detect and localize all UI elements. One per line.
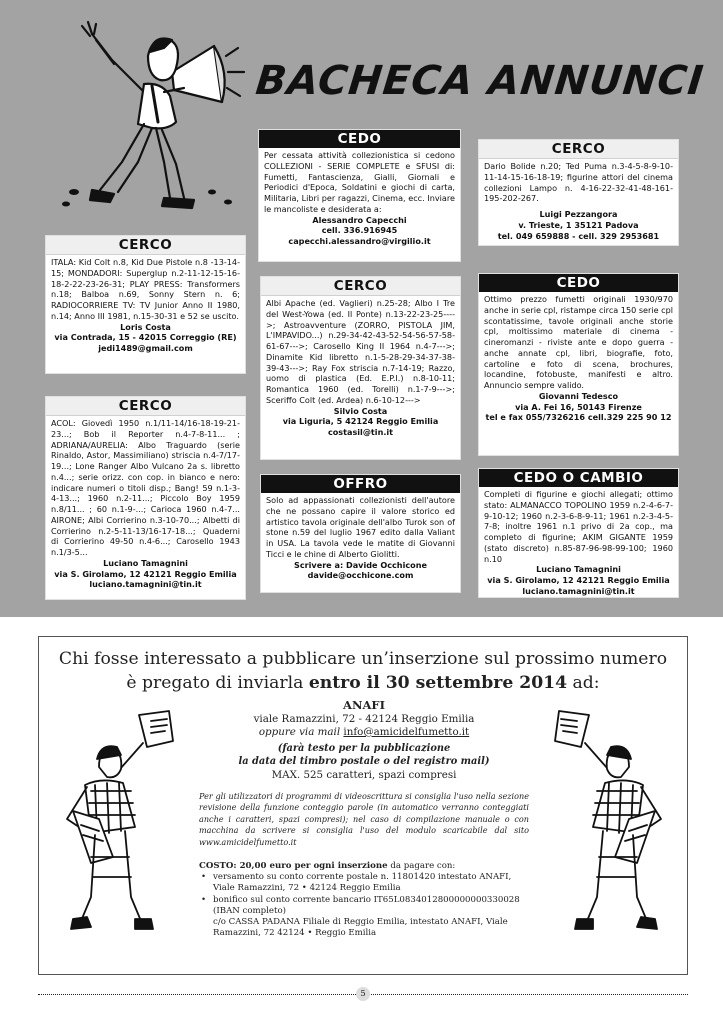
ad-contact-name: Loris Costa: [120, 321, 171, 332]
ad-contact-address: via Liguria, 5 42124 Reggio Emilia: [282, 416, 439, 427]
ad-contact-name: Alessandro Capecchi: [312, 214, 407, 225]
payment-bank-line1: bonifico sul conto corrente bancario IT65L0834012800000000330028: [213, 894, 520, 905]
payment-postal-line1: versamento su conto corrente postale n. 11801420 intestato ANAFI,: [213, 872, 512, 883]
ad-contact-email: davide@occhicone.com: [307, 570, 414, 581]
payment-bank-line2: (IBAN completo): [213, 905, 286, 916]
payment-bank-line3: c/o CASSA PADANA Filiale di Reggio Emilia, intestato ANAFI, Viale: [213, 917, 508, 928]
ad-offro-turok: [260, 474, 461, 593]
payment-option-bank: • bonifico sul conto corrente bancario IT65L0834012800000000330028: [201, 894, 520, 905]
ad-contact-email: capecchi.alessandro@virgilio.it: [288, 236, 431, 246]
ad-label: CERCO: [261, 277, 460, 296]
notice-instructions: Per gli utilizzatori di programmi di videoscrittura si consiglia l'uso nella sezione revisione della funzione conteggio parole (in automatico verranno conteggiati anche i caratteri, spazi compresi); nel caso di compilazione manuale o con macchina da scrivere si consiglia l'uso del modulo scaricabile dal sito www.amicidelfumetto.it: [199, 791, 529, 847]
ad-contact-phone: tel e fax 055/7326216 cell.329 225 90 12: [485, 412, 672, 423]
page-title: BACHECA ANNUNCI: [253, 58, 707, 104]
ad-contact-name: Silvio Costa: [333, 405, 388, 416]
ad-cerco-bolide: [478, 139, 679, 246]
notice-payment: [199, 861, 534, 939]
ad-label: CEDO O CAMBIO: [479, 469, 678, 487]
notice-cost-rest: da pagare con:: [387, 861, 456, 871]
submission-notice: [38, 636, 688, 975]
payment-postal-line2: Viale Ramazzini, 72 • 42124 Reggio Emilia: [213, 883, 401, 894]
ad-contact-phone: tel. 049 659888 - cell. 329 2953681: [497, 230, 660, 241]
ad-contact-email: luciano.tamagnini@tin.it: [522, 585, 635, 596]
notice-line2-pre: è pregato di inviarla: [126, 673, 309, 693]
notice-note2: la data del timbro postale o del registro mail): [238, 756, 490, 767]
ad-contact-address: via S. Girolamo, 12 42121 Reggio Emilia: [54, 568, 237, 579]
ad-contact-email: jedi1489@gmail.com: [98, 343, 193, 353]
newspaper-seller-left-illustration: [51, 707, 176, 942]
notice-max-chars: MAX. 525 caratteri, spazi compresi: [271, 769, 457, 781]
page-footer: [38, 988, 688, 1000]
ad-contact-name: Luigi Pezzangora: [539, 209, 618, 219]
ad-cerco-apache: [260, 276, 461, 460]
ad-body: Completi di figurine e giochi allegati; ottimo stato: ALMANACCO TOPOLINO 1959 n.2-4-6-7-9-10-12; 1960 n.2-3-6-8-9-11; 1961 n.2-3-4-5-7-8; inoltre 1961 n.1 privo di 2a cop., ma completo di figurine; AKIM GIGANTE 1959 (stato discreto) n.85-87-96-98-99-100; 1960 n.10: [484, 489, 673, 564]
ad-body: ITALA: Kid Colt n.8, Kid Due Pistole n.8 -13-14-15; MONDADORI: Superglup n.2-11-12-15-16-18-2-22-23-26-31; PLAY PRESS: Transformers n.18; Balboa n.69, Sonny Stern n. 6; RADIOCORRIERE TV: TV Junior Anno II 1980, n.14; Anno III 1981, n.15-30-31 e 52 se uscito.: [51, 257, 240, 321]
ad-body: Dario Bolide n.20; Ted Puma n.3-4-5-8-9-10-11-14-15-16-18-19; figurine attori del cinema collezioni Lampo n. 4-16-22-32-41-48-161-195-202-267.: [484, 161, 673, 204]
ad-contact-email: costasil@tin.it: [327, 427, 394, 437]
ad-cerco-acol: [45, 396, 246, 600]
ad-contact-address: via S. Girolamo, 12 42121 Reggio Emilia: [487, 575, 670, 585]
ad-body: Solo ad appassionati collezionisti dell'autore che ne possano capire il valore storico ed artistico tavola originale dell'albo Turok son of stone n.59 del luglio 1967 edito dalla Valiant in USA. La tavola vede le matite di Giovanni Ticci e le chine di Alberto Giolitti.: [266, 495, 455, 559]
ad-label: CEDO: [259, 130, 460, 148]
ad-body: Per cessata attività collezionistica si cedono COLLEZIONI - SERIE COMPLETE e SFUSI di: Fumetti, Fantascienza, Gialli, Giornali e Periodici d'Epoca, Soldatini e giochi di carta, Militaria, Libri per ragazzi, Cinema, ecc. Inviare le mancoliste e desiderata a:: [264, 150, 455, 214]
notice-note1: (farà testo per la pubblicazione: [277, 743, 451, 754]
ad-cedo-o-cambio: [478, 468, 679, 598]
ad-contact-name: Luciano Tamagnini: [536, 564, 621, 575]
ad-contact-address: via A. Fei 16, 50143 Firenze: [515, 401, 642, 412]
ad-contact-address: v. Trieste, 1 35121 Padova: [518, 219, 639, 230]
ad-body: ACOL: Giovedì 1950 n.1/11-14/16-18-19-21-23...; Bob il Reporter n.4-7-8-11... ; ADRIANA/AURELIA: Albo Traguardo (serie Rinaldo, Astor, Massimiliano) striscia n.4-7/17-19...; Lone Ranger Albo Vulcano 2a s. libretto n.4...; serie orizz. con cop. in bianco e nero: indicare numeri o titoli disp.; Bang! 59 n.1-3-4-13...; 1960 n.2-11...; Piccolo Boy 1959 n.8/11... ; 60 n.1-9-...; Carioca 1960 n.4-7... AIRONE; Albi Corrierino n.3-10-70...; Albetti di Corrierino n.2-5-11-13/16-17-18...; Quaderni di Corrierino 49-50 n.4-6...; Carosello 1943 n.1/3-5...: [51, 418, 240, 557]
ad-label: CEDO: [479, 274, 678, 292]
payment-bank-line4: Ramazzini, 72 42124 • Reggio Emilia: [213, 928, 377, 939]
notice-line2: [39, 671, 687, 695]
notice-email-link[interactable]: info@amicidelfumetto.it: [343, 726, 470, 738]
notice-email-pre: oppure via mail: [258, 726, 344, 738]
notice-email-line: [189, 726, 539, 739]
notice-line2-post: ad:: [567, 673, 600, 693]
notice-heading: [39, 647, 687, 695]
ad-contact-name: Giovanni Tedesco: [538, 390, 619, 401]
page-number: 5: [356, 987, 370, 1001]
notice-cost-bold: COSTO: 20,00 euro per ogni inserzione: [199, 861, 388, 871]
notice-address: viale Ramazzini, 72 - 42124 Reggio Emilia: [253, 713, 475, 725]
payment-option-postal: • versamento su conto corrente postale n. 11801420 intestato ANAFI,: [201, 872, 512, 883]
ad-label: CERCO: [46, 397, 245, 416]
ad-contact-address: via Contrada, 15 - 42015 Correggio (RE): [54, 332, 237, 343]
ad-cedo-originals: [478, 273, 679, 456]
megaphone-man-illustration: [52, 12, 252, 217]
ad-contact-name: Luciano Tamagnini: [103, 557, 188, 568]
ad-label: CERCO: [46, 236, 245, 255]
notice-org: ANAFI: [343, 698, 385, 712]
ad-body: Ottimo prezzo fumetti originali 1930/970 anche in serie cpl, ristampe circa 150 serie cpl scontatissime, tavole originali anche storie cpl, moltissimo materiale di cinema - cineromanzi - riviste ante e dopo guerra - anche annate cpl, libri, biografie, foto, cartoline e foto di scena, brochures, locandine, fotobuste, manifesti e altro. Annuncio sempre valido.: [484, 294, 673, 390]
ad-cerco-itala: [45, 235, 246, 374]
notice-cost: [199, 861, 534, 872]
notice-line1: Chi fosse interessato a pubblicare un’inserzione sul prossimo numero: [58, 649, 668, 669]
ad-label: OFFRO: [261, 475, 460, 493]
newspaper-seller-right-illustration: [552, 707, 677, 942]
notice-deadline: entro il 30 settembre 2014: [308, 673, 568, 693]
ad-contact-phone: cell. 336.916945: [321, 225, 398, 236]
ad-contact-name: Scrivere a: Davide Occhicone: [294, 559, 427, 570]
ad-body: Albi Apache (ed. Vaglieri) n.25-28; Albo I Tre del West-Yowa (ed. Il Ponte) n.13-22-23-25---->; Astroavventure (ZORRO, PISTOLA JIM, L'IMPAVIDO...) n.29-34-42-43-52-54-56-57-58-61-67--->; Carosello King II 1964 n.4-7--->; Dinamite Kid libretto n.1-5-28-29-34-37-38-39-43--->; Ray Fox striscia n.7-14-19; Razzo, uomo di plastica (Ed. E.P.I.) n.8-10-11; Romantica 1960 (ed. Torelli) n.1-7-9--->; Sceriffo Colt (ed. Ardea) n.6-10-12--->: [266, 298, 455, 405]
ad-cedo-collections: [258, 129, 461, 262]
ad-label: CERCO: [479, 140, 678, 159]
ad-contact-email: luciano.tamagnini@tin.it: [89, 579, 202, 590]
